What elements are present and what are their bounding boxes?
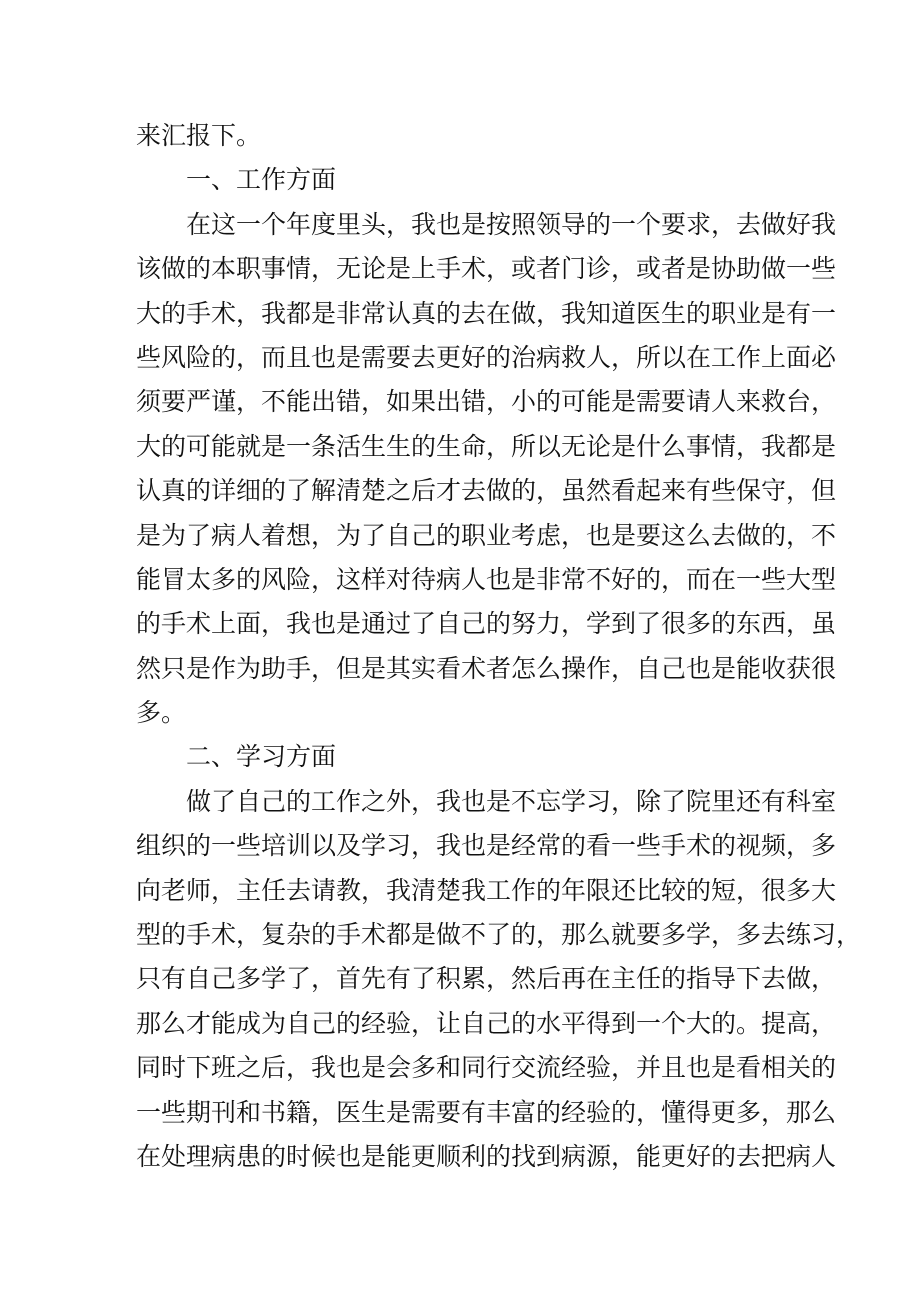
text-line: 在这一个年度里头，我也是按照领导的一个要求，去做好我 [186, 209, 837, 239]
text-line: 认真的详细的了解清楚之后才去做的，虽然看起来有些保守，但 [136, 476, 837, 506]
text-line: 大的可能就是一条活生生的生命，所以无论是什么事情，我都是 [136, 431, 837, 461]
section-heading-work: 一、工作方面 [186, 165, 337, 195]
text-line: 组织的一些培训以及学习，我也是经常的看一些手术的视频，多 [136, 831, 837, 861]
text-line: 做了自己的工作之外，我也是不忘学习，除了院里还有科室 [186, 786, 837, 816]
text-line: 同时下班之后，我也是会多和同行交流经验，并且也是看相关的 [136, 1053, 837, 1083]
document-body [136, 114, 862, 1179]
text-line: 一些期刊和书籍，医生是需要有丰富的经验的，懂得更多，那么 [136, 1097, 837, 1127]
text-line: 能冒太多的风险，这样对待病人也是非常不好的，而在一些大型 [136, 564, 837, 594]
text-line: 在处理病患的时候也是能更顺利的找到病源，能更好的去把病人 [136, 1141, 837, 1171]
text-line: 些风险的，而且也是需要去更好的治病救人，所以在工作上面必 [136, 342, 837, 372]
text-line: 来汇报下。 [136, 121, 262, 150]
text-line: 是为了病人着想，为了自己的职业考虑，也是要这么去做的，不 [136, 520, 837, 550]
text-line: 须要严谨，不能出错，如果出错，小的可能是需要请人来救台， [136, 387, 837, 417]
text-line: 只有自己多学了，首先有了积累，然后再在主任的指导下去做， [136, 964, 837, 994]
text-line: 然只是作为助手，但是其实看术者怎么操作，自己也是能收获很 [136, 653, 837, 683]
text-line: 型的手术，复杂的手术都是做不了的，那么就要多学，多去练习， [136, 920, 862, 950]
text-line: 该做的本职事情，无论是上手术，或者门诊，或者是协助做一些 [136, 254, 837, 284]
section-heading-study: 二、学习方面 [186, 742, 337, 772]
text-line: 的手术上面，我也是通过了自己的努力，学到了很多的东西，虽 [136, 609, 837, 639]
text-line: 多。 [136, 698, 187, 728]
text-line: 向老师，主任去请教，我清楚我工作的年限还比较的短，很多大 [136, 875, 837, 905]
text-line: 那么才能成为自己的经验，让自己的水平得到一个大的。提高， [136, 1008, 837, 1038]
text-line: 大的手术，我都是非常认真的去在做，我知道医生的职业是有一 [136, 298, 837, 328]
